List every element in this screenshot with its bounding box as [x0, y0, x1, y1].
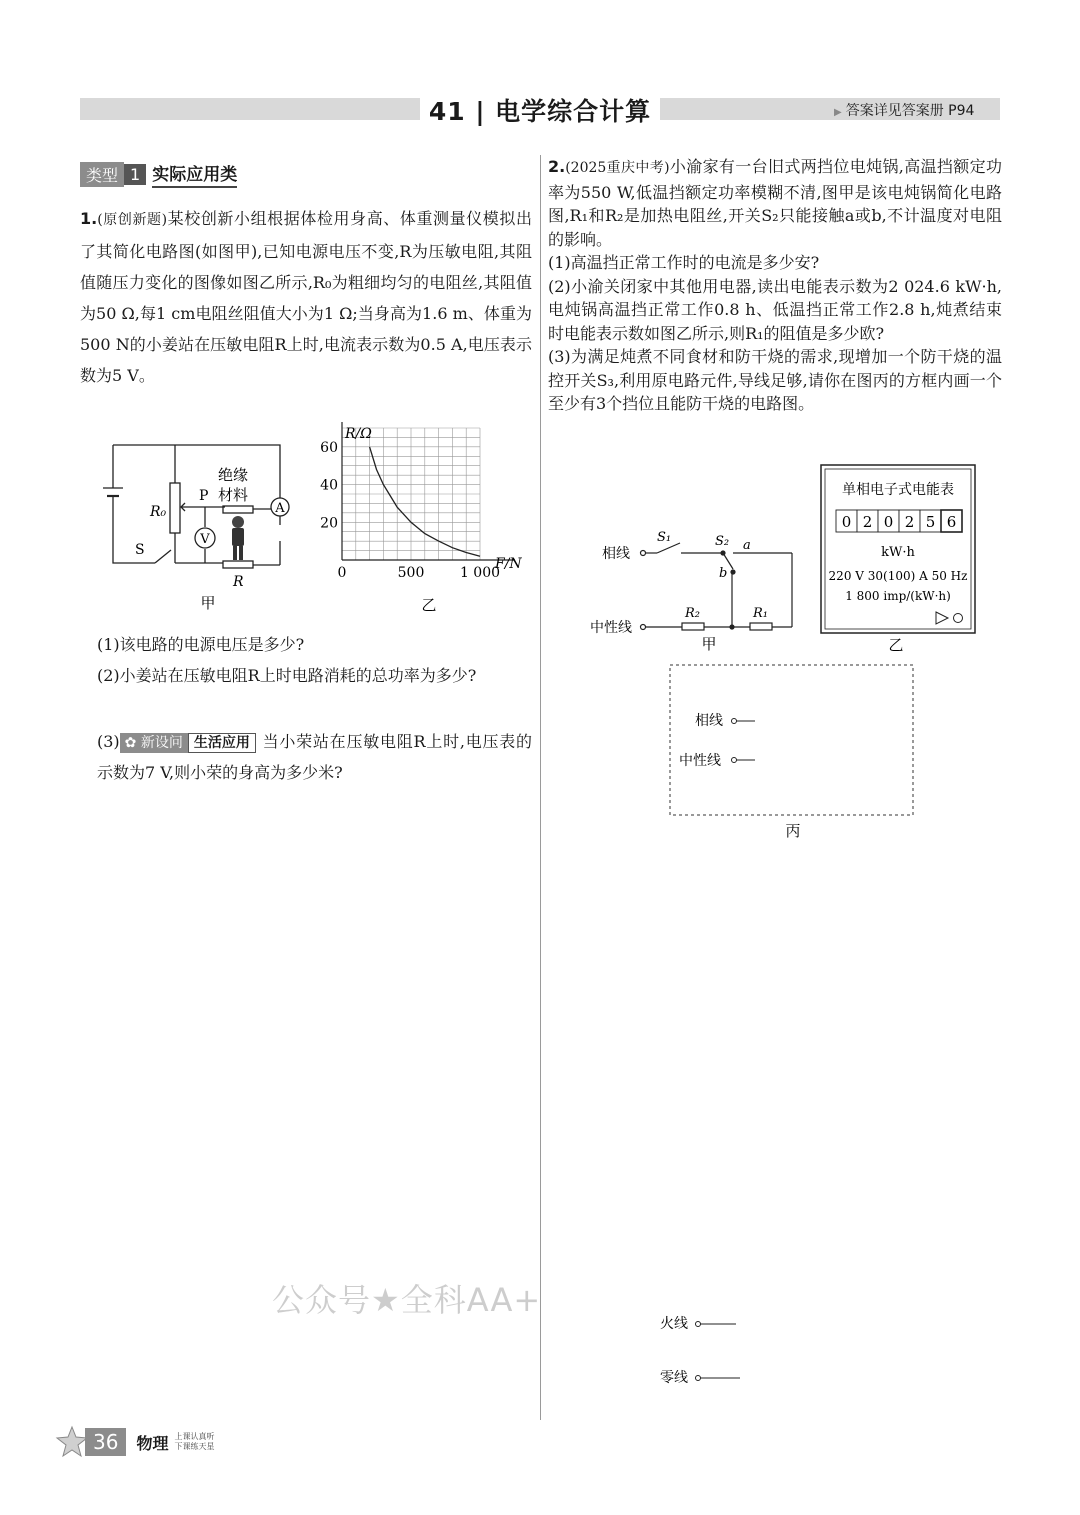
chart-ytick-label: 20 — [320, 515, 338, 532]
label-R0: R₀ — [150, 504, 167, 520]
box-neutral-label: 中性线 — [679, 753, 721, 769]
label-R2: R₂ — [685, 606, 700, 621]
new-question-label: 新设问 — [140, 735, 183, 751]
q1-source: (原创新题) — [97, 212, 168, 228]
q1-circuit-figure — [95, 430, 305, 620]
meter-digit: 2 — [904, 513, 915, 531]
q1-text: 某校创新小组根据体检用身高、体重测量仪模拟出了其简化电路图(如图甲),已知电源电压不变,R为压敏电阻,其阻值随压力变化的图像如图乙所示,R₀为粗细均匀的电阻丝,其阻值为50 Ω,每1 cm电阻丝阻值大小为1 Ω;当身高为1.6 m、体重为500 N的小姜站在压敏电阻R上时,电流表示数为0.5 A,电压表示数为5 V。 — [80, 209, 532, 385]
answer-live-label: 火线 — [660, 1316, 688, 1332]
star-icon: ✿ — [124, 735, 137, 751]
footer-slogan-1: 上课认真听 — [174, 1432, 215, 1441]
meter-digit: 5 — [925, 513, 936, 531]
life-application-badge: 生活应用 — [188, 733, 256, 753]
q2-sub1: (1)高温挡正常工作时的电流是多少安? — [548, 253, 820, 272]
q2-source: (2025重庆中考) — [565, 160, 670, 176]
person-icon — [232, 516, 244, 560]
q1-number: 1. — [80, 209, 98, 228]
label-S1: S₁ — [657, 530, 672, 545]
q2-sub2: (2)小渝关闭家中其他用电器,读出电能表示数为2 024.6 kW·h,电炖锅高温挡正常工作0.8 h、低温挡正常工作2.8 h,炖煮结束时电能表示数如图乙所示,则R₁的阻值是多少欧? — [548, 276, 1002, 343]
answer-area-wires — [660, 1308, 750, 1388]
chart-xtick-label: 1 000 — [459, 565, 501, 581]
section-tag: 类型 — [80, 162, 124, 187]
label-insulate-1: 绝缘 — [218, 466, 249, 484]
section-number: 1 — [124, 164, 146, 185]
chart-ytick-label: 60 — [320, 439, 338, 456]
chart-xtick-label: 0 — [337, 565, 347, 581]
q1-sub3-text: 当小荣站在压敏电阻R上时,电压表的示数为7 V,则小荣的身高为多少米? — [97, 732, 532, 782]
star-mascot-icon — [55, 1425, 89, 1459]
energy-meter-figure — [818, 462, 978, 657]
label-a: a — [743, 538, 751, 553]
voltmeter-label: V — [200, 532, 210, 547]
chart-axes — [342, 422, 515, 560]
q2-live-label: 相线 — [602, 546, 630, 562]
meter-digit: 0 — [841, 513, 852, 531]
meter-digit: 2 — [862, 513, 873, 531]
section-badge — [80, 160, 237, 188]
page-number: 36 — [85, 1428, 126, 1456]
ammeter-label: A — [275, 501, 285, 516]
watermark: 公众号★全科AA+ — [272, 1281, 542, 1319]
footer-slogan — [174, 1432, 214, 1452]
triangle-icon: ▶ — [834, 107, 842, 118]
meter-spec: 220 V 30(100) A 50 Hz — [828, 569, 968, 583]
q1-sub2: (2)小姜站在压敏电阻R上时电路消耗的总功率为多少? — [97, 666, 477, 685]
q2-sub3: (3)为满足炖煮不同食材和防干烧的需求,现增加一个防干烧的温控开关S₃,利用原电路元件,导线足够,请你在图丙的方框内画一个至少有3个挡位且能防干烧的电路图。 — [548, 347, 1002, 413]
chart-xtick-label: 500 — [397, 565, 425, 581]
box-live-label: 相线 — [695, 713, 723, 729]
label-R: R — [233, 574, 244, 590]
footer-subject: 物理 — [136, 1433, 169, 1453]
label-R1: R₁ — [753, 606, 768, 621]
meter-title: 单相电子式电能表 — [842, 482, 954, 498]
q2-drawing-box — [665, 660, 920, 845]
page-footer — [55, 1425, 214, 1459]
q2-fig-jia-caption: 甲 — [701, 635, 717, 653]
q2-text: 小渝家有一台旧式两挡位电炖锅,高温挡额定功率为550 W,低温挡额定功率模糊不清,图甲是该电炖锅简化电路图,R₁和R₂是加热电阻丝,开关S₂只能接触a或b,不计温度对电阻的影响。 — [548, 157, 1002, 249]
chart-caption: 乙 — [421, 596, 437, 614]
chart-xlabel: F/N — [495, 556, 522, 572]
q1-sub3 — [97, 726, 532, 788]
meter-caption: 乙 — [888, 636, 904, 654]
q2-neutral-label: 中性线 — [590, 620, 632, 636]
chart-ylabel: R/Ω — [345, 426, 372, 442]
q1-sub3-number: (3) — [97, 732, 120, 751]
page-title: 41 | 电学综合计算 — [428, 97, 652, 126]
footer-slogan-2: 下课练天星 — [174, 1442, 215, 1451]
answer-reference — [834, 100, 974, 120]
header-bar-left — [80, 98, 420, 120]
meter-unit: kW·h — [881, 545, 915, 560]
label-P: P — [199, 488, 209, 504]
chart-ytick-label: 40 — [320, 477, 338, 494]
q1-chart-figure — [315, 420, 530, 620]
q2-number: 2. — [548, 157, 566, 176]
chart-grid — [342, 428, 480, 560]
answer-reference-text: 答案详见答案册 P94 — [845, 103, 975, 119]
section-label: 实际应用类 — [152, 160, 237, 188]
label-S2: S₂ — [715, 534, 730, 549]
q1-sub1: (1)该电路的电源电压是多少? — [97, 635, 305, 654]
answer-neutral-label: 零线 — [660, 1370, 688, 1386]
label-S: S — [135, 542, 145, 558]
q2-body — [548, 155, 1002, 416]
meter-digits — [836, 510, 962, 532]
meter-digit: 6 — [946, 513, 957, 531]
column-divider — [540, 155, 541, 1420]
meter-digit: 0 — [883, 513, 894, 531]
label-b: b — [719, 566, 728, 581]
q1-body — [80, 203, 532, 391]
q2-fig-bing-caption: 丙 — [785, 822, 801, 840]
meter-imp: 1 800 imp/(kW·h) — [845, 589, 951, 603]
q1-fig-jia-caption: 甲 — [200, 594, 216, 612]
label-insulate-2: 材料 — [218, 486, 249, 504]
q2-circuit-figure — [585, 525, 810, 655]
new-question-badge — [120, 733, 188, 753]
